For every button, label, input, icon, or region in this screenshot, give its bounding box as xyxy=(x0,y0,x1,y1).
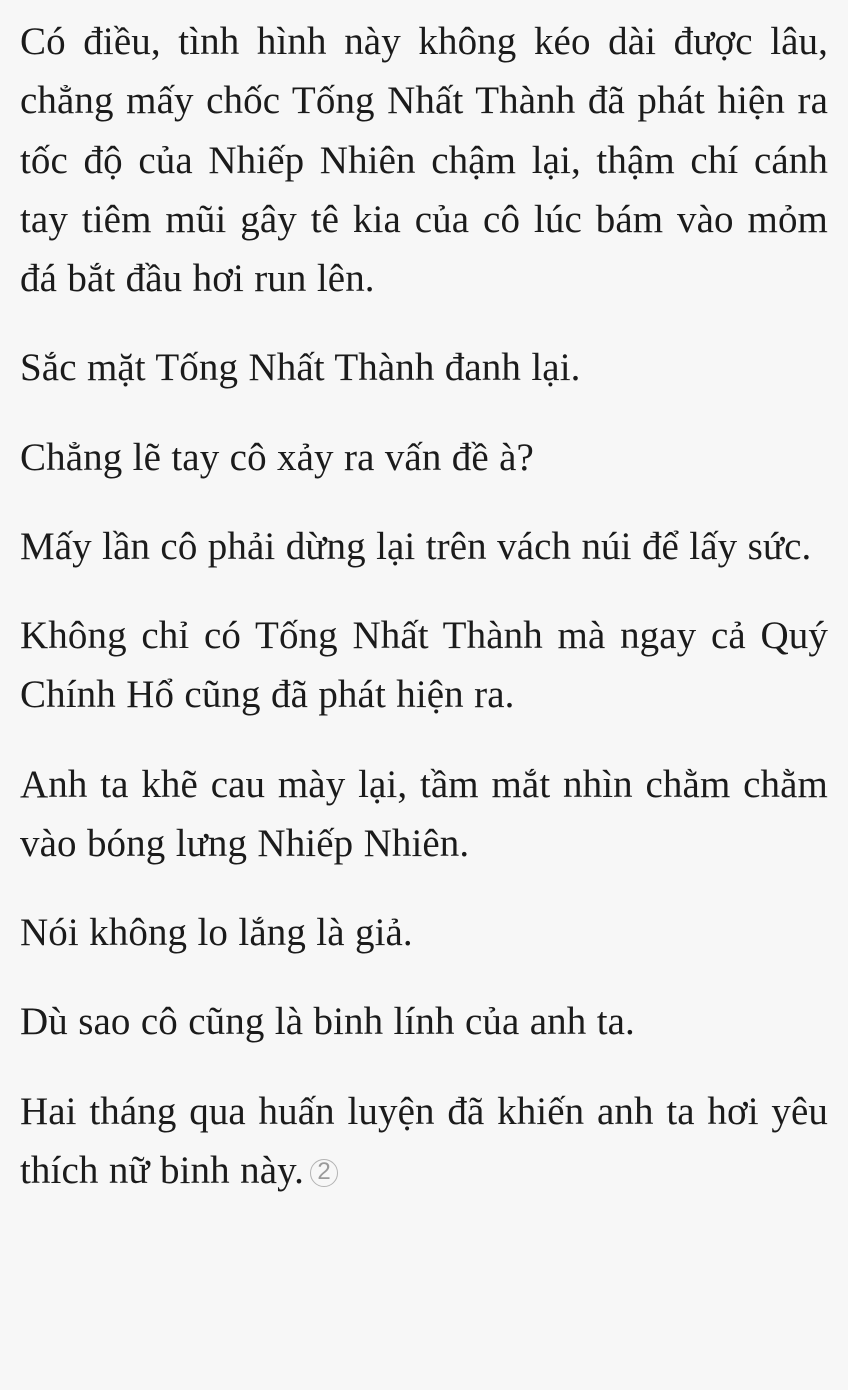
paragraph-text: Hai tháng qua huấn luyện đã khiến anh ta hơi yêu thích nữ binh này. xyxy=(20,1089,828,1192)
paragraph: Chẳng lẽ tay cô xảy ra vấn đề à? xyxy=(20,435,534,479)
footnote-marker-icon[interactable]: 2 xyxy=(310,1159,338,1187)
paragraph: Sắc mặt Tống Nhất Thành đanh lại. xyxy=(20,346,581,390)
paragraph: Mấy lần cô phải dừng lại trên vách núi để lấy sức. xyxy=(20,524,812,568)
paragraph: Có điều, tình hình này không kéo dài được lâu, chẳng mấy chốc Tống Nhất Thành đã phát hiện ra tốc độ của Nhiếp Nhiên chậm lại, thậm chí cánh tay tiêm mũi gây tê kia của cô lúc bám vào mỏm đá bắt đầu hơi run lên. xyxy=(20,20,828,301)
paragraph: Anh ta khẽ cau mày lại, tầm mắt nhìn chằm chằm vào bóng lưng Nhiếp Nhiên. xyxy=(20,762,828,865)
paragraph: Dù sao cô cũng là binh lính của anh ta. xyxy=(20,1000,635,1044)
paragraph: Không chỉ có Tống Nhất Thành mà ngay cả Quý Chính Hổ cũng đã phát hiện ra. xyxy=(20,614,828,717)
paragraph: Nói không lo lắng là giả. xyxy=(20,911,413,955)
paragraph-with-footnote xyxy=(20,1082,828,1201)
